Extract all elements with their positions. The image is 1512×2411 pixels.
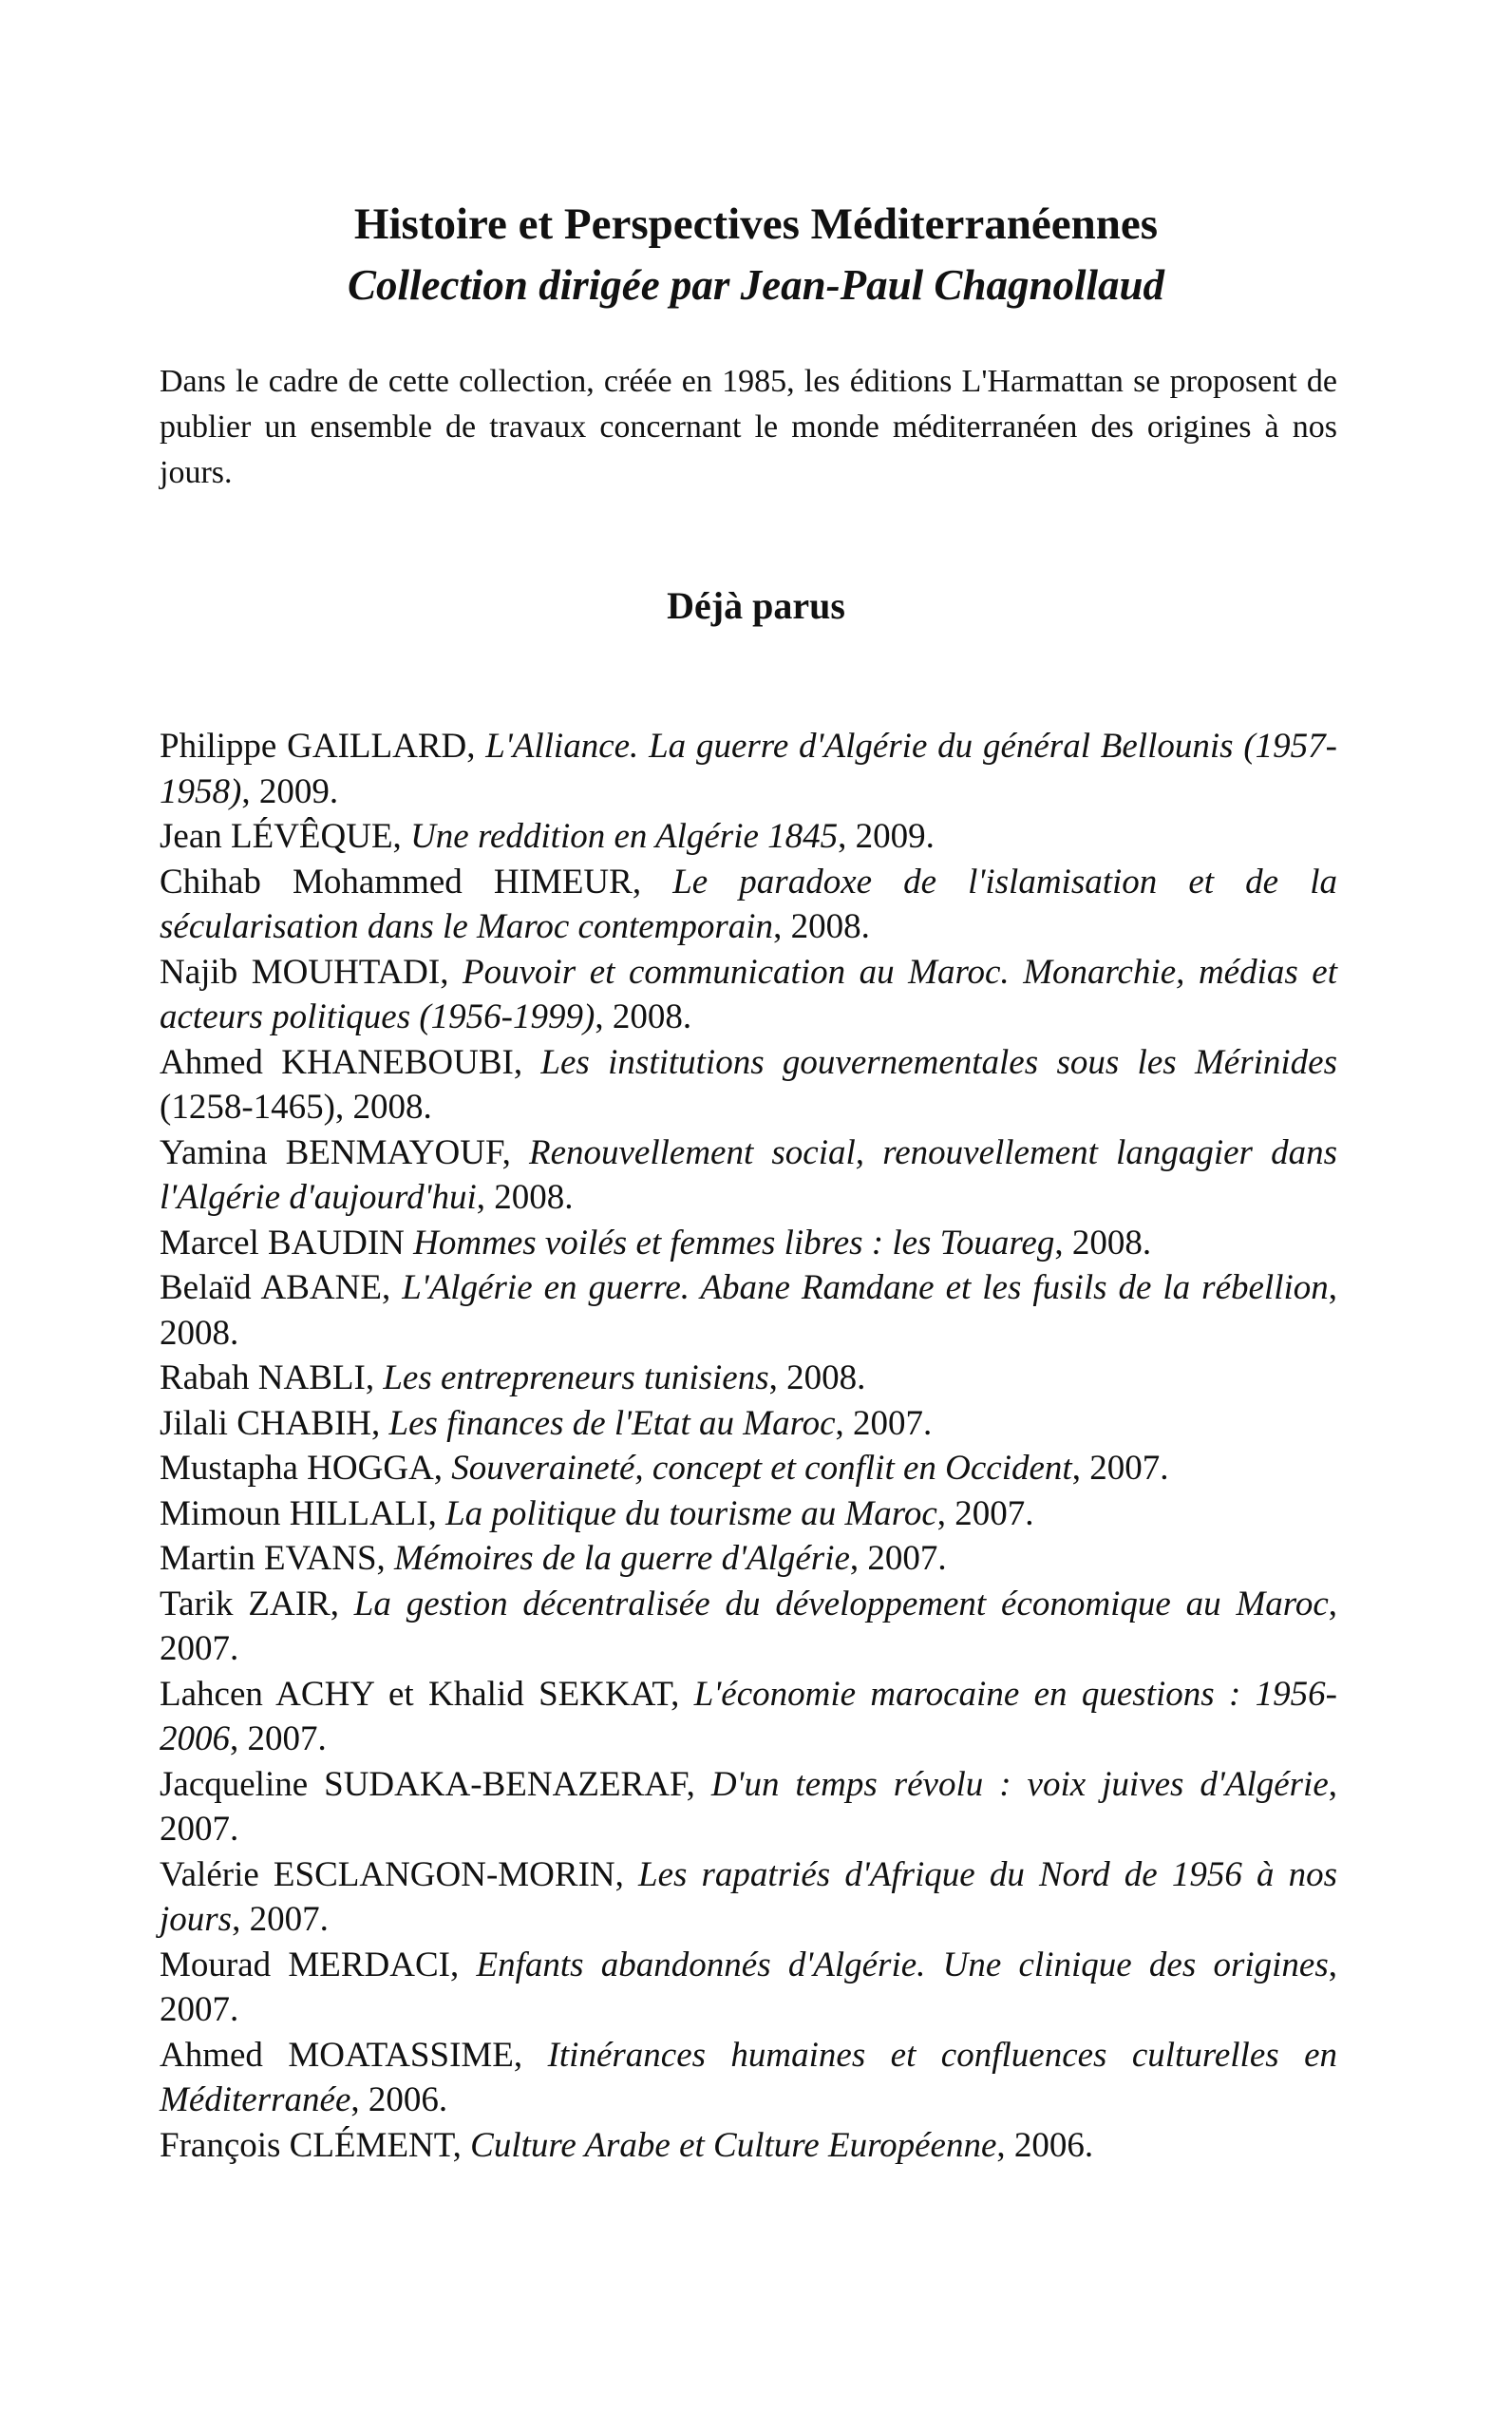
book-author: Belaïd ABANE, [160,1268,403,1307]
book-author: Jacqueline SUDAKA-BENAZERAF, [160,1764,711,1804]
book-author: Martin EVANS, [160,1539,395,1578]
book-entry [160,1852,1337,1943]
section-title: Déjà parus [667,584,845,627]
book-entry [160,1491,1337,1537]
book-entry [160,1130,1337,1221]
book-title: Souveraineté, concept et conflit en Occident [451,1449,1072,1488]
book-title: Culture Arabe et Culture Européenne [470,2125,997,2165]
book-details: , 2007. [835,1403,933,1443]
book-entry [160,1672,1337,1762]
book-entry [160,950,1337,1040]
book-title: Le paradoxe de l'islamisation et de la sécularisation dans le Maroc contemporain [160,862,1337,946]
book-entry [160,1762,1337,1852]
book-details: , 2008. [595,997,692,1036]
intro-paragraph: Dans le cadre de cette collection, créée en 1985, les éditions L'Harmattan se proposent de publier un ensemble de travaux concernant le monde méditerranéen des origines à nos jours. [160,364,1337,490]
book-author: Chihab Mohammed HIMEUR, [160,862,673,902]
book-title: L'Alliance. La guerre d'Algérie du général Bellounis (1957-1958) [160,727,1337,811]
series-editor: Collection dirigée par Jean-Paul Chagnollaud [347,261,1165,309]
book-author: Rabah NABLI, [160,1358,384,1397]
book-author: Ahmed KHANEBOUBI, [160,1042,541,1082]
book-entry [160,1221,1337,1266]
book-details: , 2007. [849,1539,947,1578]
book-entry [160,1582,1337,1672]
book-entry [160,860,1337,950]
book-entry [160,1943,1337,2033]
book-details: , 2007. [160,1584,1337,1668]
book-author: Mourad MERDACI, [160,1945,477,1984]
book-entry [160,1040,1337,1130]
book-entry [160,1536,1337,1582]
book-details: , 2006. [996,2125,1094,2165]
book-author: Jilali CHABIH, [160,1403,389,1443]
book-title: Enfants abandonnés d'Algérie. Une clinique des origines [476,1945,1329,1984]
book-details: , 2007. [160,1945,1337,2029]
book-details: , 2008. [476,1178,574,1217]
book-author: Mimoun HILLALI, [160,1493,446,1533]
book-details: , 2007. [936,1493,1034,1533]
book-author: Ahmed MOATASSIME, [160,2035,548,2075]
book-title: D'un temps révolu : voix juives d'Algérie [710,1764,1329,1804]
book-author: Marcel BAUDIN [160,1223,414,1262]
book-title: Une reddition en Algérie 1845 [410,817,839,856]
book-author: François CLÉMENT, [160,2125,471,2165]
book-author: Yamina BENMAYOUF, [160,1132,529,1172]
book-title: L'économie marocaine en questions : 1956-2006 [160,1674,1337,1758]
book-details: , 2008. [160,1268,1337,1353]
book-author: Valérie ESCLANGON-MORIN, [160,1854,638,1894]
series-title: Histoire et Perspectives Méditerranéennes [353,199,1159,249]
book-list [160,724,1337,2168]
book-entry [160,2123,1337,2169]
book-details: , 2007. [160,1764,1338,1849]
book-details: , 2009. [838,817,935,856]
book-title: Hommes voilés et femmes libres : les Touareg [413,1223,1055,1262]
book-title: L'Algérie en guerre. Abane Ramdane et les fusils de la rébellion [402,1268,1329,1307]
book-entry [160,1356,1337,1401]
book-title: Les entrepreneurs tunisiens [383,1358,769,1397]
book-title: Renouvellement social, renouvellement langagier dans l'Algérie d'aujourd'hui [160,1132,1337,1217]
book-author: Mustapha HOGGA, [160,1449,452,1488]
book-details: , 2007. [230,1719,327,1758]
book-entry [160,1401,1337,1447]
book-details: (1258-1465), 2008. [160,1088,432,1127]
book-details: , 2008. [768,1358,866,1397]
book-title: La politique du tourisme au Maroc [445,1493,937,1533]
book-title: Les finances de l'Etat au Maroc [388,1403,836,1443]
book-author: Jean LÉVÊQUE, [160,817,411,856]
book-author: Tarik ZAIR, [160,1584,354,1623]
book-entry [160,1446,1337,1491]
book-title: Les institutions gouvernementales sous les Mérinides [540,1042,1337,1082]
book-entry [160,2033,1337,2123]
book-details: , 2007. [1071,1449,1169,1488]
book-author: Najib MOUHTADI, [160,952,463,992]
book-entry [160,814,1337,860]
book-details: , 2006. [350,2080,448,2119]
book-details: , 2008. [773,907,870,946]
book-title: La gestion décentralisée du développement économique au Maroc [353,1584,1329,1623]
book-title: Les rapatriés d'Afrique du Nord de 1956 à nos jours [160,1854,1337,1939]
book-title: Mémoires de la guerre d'Algérie [394,1539,850,1578]
book-details: , 2007. [232,1900,329,1939]
book-details: , 2008. [1054,1223,1152,1262]
book-author: Lahcen ACHY et Khalid SEKKAT, [160,1674,694,1714]
book-title: Itinérances humaines et confluences culturelles en Méditerranée [160,2035,1337,2119]
book-entry [160,1265,1337,1356]
book-entry [160,724,1337,814]
book-title: Pouvoir et communication au Maroc. Monarchie, médias et acteurs politiques (1956-1999) [160,952,1337,1036]
book-details: , 2009. [241,771,339,811]
book-author: Philippe GAILLARD, [160,727,486,766]
